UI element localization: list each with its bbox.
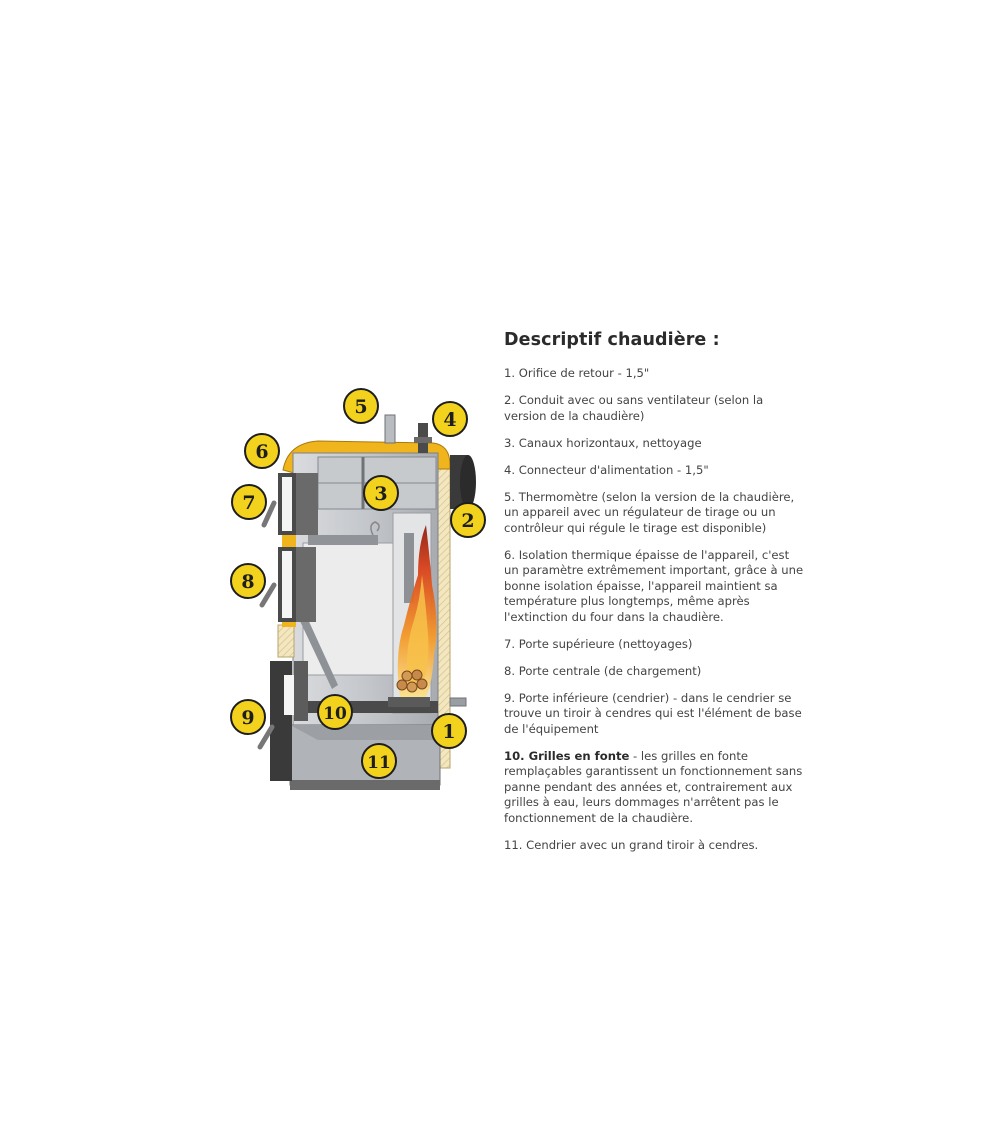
badge-2-label: 2 <box>461 510 475 532</box>
item-10-heading: 10. Grilles en fonte <box>504 748 630 763</box>
badge-3-label: 3 <box>374 483 388 505</box>
badge-3 <box>364 476 398 510</box>
return-pipe <box>450 698 466 706</box>
item-1: 1. Orifice de retour - 1,5" <box>504 366 650 380</box>
badge-9-label: 9 <box>241 707 255 729</box>
item-9: 9. Porte inférieure (cendrier) - dans le cendrier se trouve un tiroir à cendres qui est l'élément de base de l'équipement <box>504 690 802 736</box>
item-7: 7. Porte supérieure (nettoyages) <box>504 636 693 651</box>
item-10 <box>504 749 804 827</box>
description-title: Descriptif chaudière : <box>504 330 720 350</box>
badge-5 <box>344 389 378 423</box>
boiler-diagram <box>228 385 500 805</box>
badge-5-label: 5 <box>354 396 368 418</box>
item-2: 2. Conduit avec ou sans ventilateur (selon la version de la chaudière) <box>504 393 764 423</box>
badge-1 <box>432 714 466 748</box>
badge-8 <box>231 564 265 598</box>
item-3: 3. Canaux horizontaux, nettoyage <box>504 435 702 450</box>
badge-10 <box>318 695 352 729</box>
badge-1-label: 1 <box>442 721 456 743</box>
badge-7 <box>232 485 266 519</box>
item-8: 8. Porte centrale (de chargement) <box>504 663 702 678</box>
badge-6-label: 6 <box>255 441 269 463</box>
badge-10-label: 10 <box>323 704 347 724</box>
badge-2 <box>451 503 485 537</box>
badge-4 <box>433 402 467 436</box>
flue-connector <box>450 455 476 509</box>
badge-11-label: 11 <box>367 753 391 773</box>
item-5: 5. Thermomètre (selon la version de la chaudière, un appareil avec un régulateur de tirage ou un contrôleur qui régule le tirage est disponible) <box>504 489 795 535</box>
item-6: 6. Isolation thermique épaisse de l'appareil, c'est un paramètre extrêmement important, grâce à une bonne isolation épaisse, l'appareil maintient sa température plus longtemps, même après l'extinction du four dans la chaudière. <box>504 547 804 624</box>
badge-7-label: 7 <box>242 492 256 514</box>
badge-8-label: 8 <box>241 571 255 593</box>
badge-6 <box>245 434 279 468</box>
badge-11 <box>362 744 396 778</box>
item-10-text: - les grilles en fonte remplaçables garantissent un fonctionnement sans panne pendant des années et, contrairement aux grilles à eau, leurs dommages n'arrêtent pas le fonctionnement de la chaudière. <box>504 748 803 825</box>
item-4: 4. Connecteur d'alimentation - 1,5" <box>504 462 709 477</box>
badge-4-label: 4 <box>443 409 457 431</box>
badge-9 <box>231 700 265 734</box>
item-11: 11. Cendrier avec un grand tiroir à cendres. <box>504 837 759 852</box>
boiler-description <box>504 328 804 865</box>
